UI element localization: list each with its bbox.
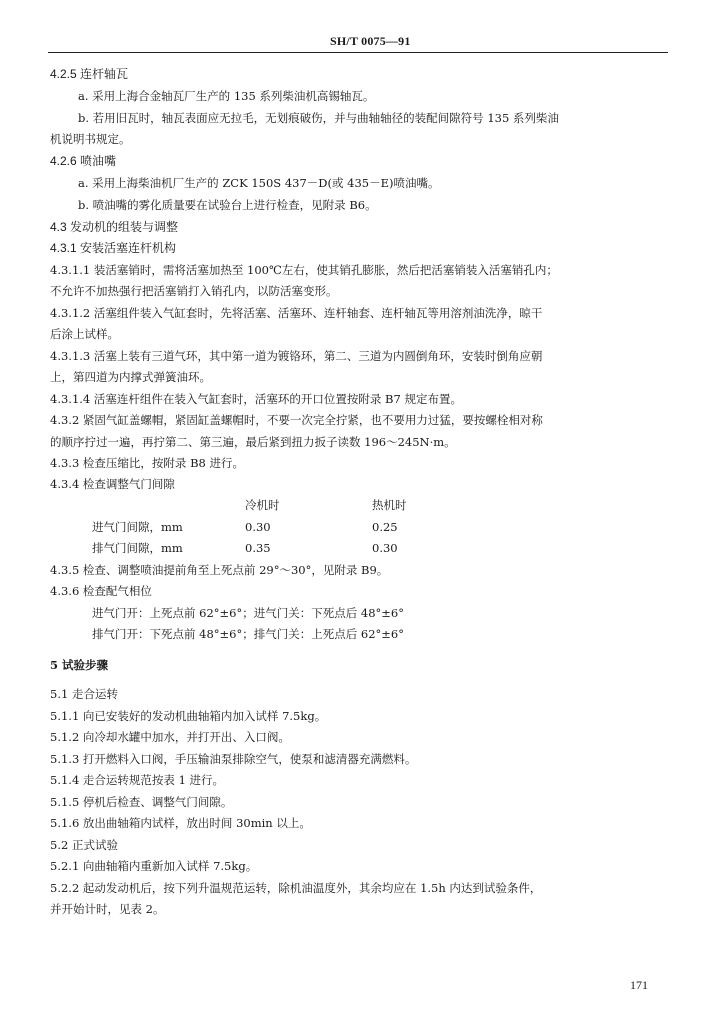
- cell-intake-cold: 0.30: [245, 520, 271, 534]
- para-4-3-4: 4.3.4 检查调整气门间隙: [50, 477, 175, 491]
- para-4-3-2: 4.3.2 紧固气缸盖螺帽，紧固缸盖螺帽时，不要一次完全拧紧，也不要用力过猛，要按螺栓相对称: [50, 413, 543, 427]
- para-4-3-1-3: 4.3.1.3 活塞上装有三道气环，其中第一道为镀铬环，第二、三道为内圆倒角环，安装时倒角应朝: [50, 349, 543, 363]
- para-5-1-4: 5.1.4 走合运转规范按表 1 进行。: [50, 773, 225, 787]
- page-number: 171: [630, 978, 648, 992]
- section-5-2: 5.2 正式试验: [50, 838, 118, 852]
- para-5-1-6: 5.1.6 放出曲轴箱内试样，放出时间 30min 以上。: [50, 816, 311, 830]
- para-5-2-1: 5.2.1 向曲轴箱内重新加入试样 7.5kg。: [50, 859, 258, 873]
- section-4-2-6: 4.2.6 喷油嘴: [50, 154, 117, 168]
- cell-exhaust-hot: 0.30: [372, 541, 398, 555]
- para-4-3-1-4: 4.3.1.4 活塞连杆组件在装入气缸套时，活塞环的开口位置按附录 B7 规定布置。: [50, 392, 462, 406]
- para-5-2-2-cont: 并开始计时，见表 2。: [50, 902, 165, 916]
- row-label-intake: 进气门间隙，mm: [92, 520, 183, 534]
- para-4-3-1-3-cont: 上，第四道为内撑式弹簧油环。: [50, 370, 211, 384]
- section-4-3: 4.3 发动机的组装与调整: [50, 220, 179, 234]
- col-header-hot: 热机时: [372, 498, 407, 512]
- para-4-3-3: 4.3.3 检查压缩比，按附录 B8 进行。: [50, 456, 244, 470]
- section-4-2-5: 4.2.5 连杆轴瓦: [50, 67, 129, 81]
- para-5-1-2: 5.1.2 向冷却水罐中加水，并打开出、入口阀。: [50, 730, 290, 744]
- col-header-cold: 冷机时: [245, 498, 280, 512]
- para-5-1-3: 5.1.3 打开燃料入口阀，手压输油泵排除空气，使泵和滤清器充满燃料。: [50, 752, 417, 766]
- item-4-2-5-b-cont: 机说明书规定。: [50, 132, 131, 146]
- cell-exhaust-cold: 0.35: [245, 541, 271, 555]
- section-5-heading: 5 试验步骤: [50, 658, 109, 672]
- para-5-2-2: 5.2.2 起动发动机后，按下列升温规范运转，除机油温度外，其余均应在 1.5h 内达到试验条件，: [50, 881, 542, 895]
- row-label-exhaust: 排气门间隙，mm: [92, 541, 183, 555]
- item-4-2-5-b: b. 若用旧瓦时，轴瓦表面应无拉毛，无划痕破伤，并与曲轴轴径的装配间隙符号 135 系列柴油: [78, 111, 559, 125]
- para-4-3-6: 4.3.6 检查配气相位: [50, 584, 152, 598]
- para-4-3-1-2-cont: 后涂上试样。: [50, 327, 119, 341]
- section-4-3-1: 4.3.1 安装活塞连杆机构: [50, 241, 177, 255]
- para-5-1-1: 5.1.1 向已安装好的发动机曲轴箱内加入试样 7.5kg。: [50, 709, 327, 723]
- doc-code: SH/T 0075—91: [330, 34, 411, 48]
- valve-timing-intake: 进气门开：上死点前 62°±6°；进气门关：下死点后 48°±6°: [92, 606, 404, 620]
- item-4-2-5-a: a. 采用上海合金轴瓦厂生产的 135 系列柴油机高锡轴瓦。: [78, 89, 375, 103]
- section-5-1: 5.1 走合运转: [50, 687, 118, 701]
- item-4-2-6-a: a. 采用上海柴油机厂生产的 ZCK 150S 437－D(或 435－E)喷油嘴。: [78, 176, 440, 190]
- cell-intake-hot: 0.25: [372, 520, 398, 534]
- para-4-3-1-1-cont: 不允许不加热强行把活塞销打入销孔内，以防活塞变形。: [50, 284, 338, 298]
- item-4-2-6-b: b. 喷油嘴的雾化质量要在试验台上进行检查，见附录 B6。: [78, 198, 377, 212]
- para-4-3-5: 4.3.5 检查、调整喷油提前角至上死点前 29°～30°，见附录 B9。: [50, 563, 389, 577]
- para-4-3-1-2: 4.3.1.2 活塞组件装入气缸套时，先将活塞、活塞环、连杆轴套、连杆轴瓦等用溶剂油洗净，晾干: [50, 306, 543, 320]
- para-4-3-1-1: 4.3.1.1 装活塞销时，需将活塞加热至 100℃左右，使其销孔膨胀，然后把活塞销装入活塞销孔内；: [50, 263, 558, 277]
- para-5-1-5: 5.1.5 停机后检查、调整气门间隙。: [50, 795, 233, 809]
- valve-timing-exhaust: 排气门开：下死点前 48°±6°；排气门关：上死点后 62°±6°: [92, 627, 404, 641]
- header-rule: [48, 52, 668, 53]
- para-4-3-2-cont: 的顺序拧过一遍，再拧第二、第三遍，最后紧到扭力扳子读数 196～245N·m。: [50, 435, 456, 449]
